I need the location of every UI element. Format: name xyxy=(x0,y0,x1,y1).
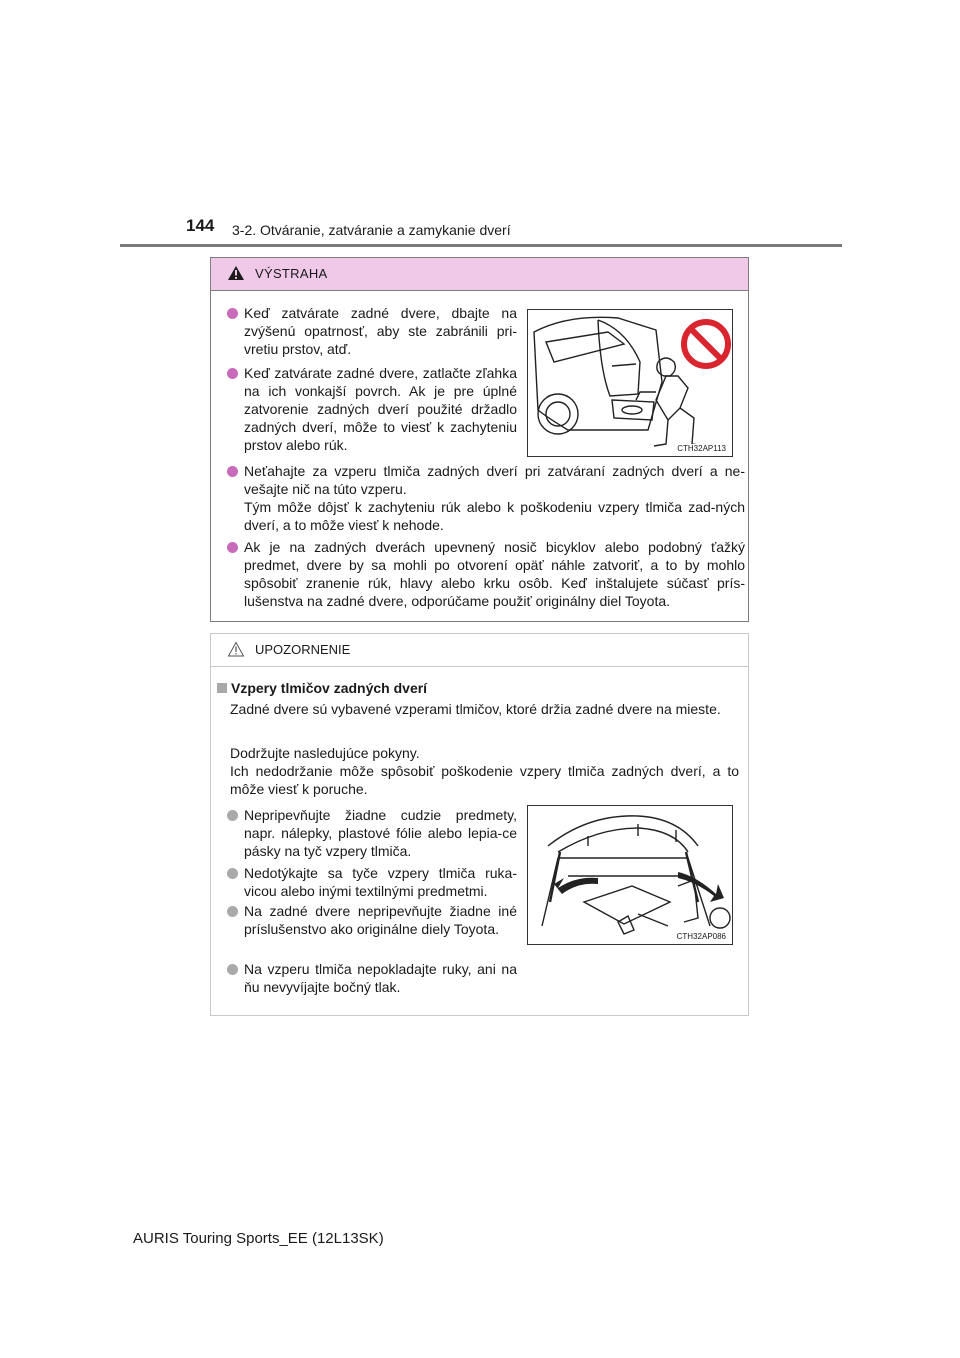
caution-subheading: Vzpery tlmičov zadných dverí xyxy=(231,680,428,696)
caution-triangle-icon xyxy=(227,641,245,657)
bullet-icon xyxy=(227,964,238,975)
footer-model-code: AURIS Touring Sports_EE (12L13SK) xyxy=(133,1230,384,1247)
warning-bullet-4: Ak je na zadných dverách upevnený nosič bicyklov alebo podobný ťažký predmet, dvere by sa mohli po otvorení opäť náhle zatvoriť, a to by mohlo spôsobiť zranenie rúk, hlavy alebo krku osôb. Keď inštalujete súčasť prís-lušenstva na zadné dvere, odporúčame použiť originálny diel Toyota. xyxy=(244,539,745,609)
header-rule xyxy=(120,244,842,247)
bullet-icon xyxy=(227,308,238,319)
square-bullet-icon xyxy=(217,683,227,693)
bullet-icon xyxy=(227,466,238,477)
caution-header xyxy=(211,634,748,667)
bullet-icon xyxy=(227,542,238,553)
bullet-icon xyxy=(227,810,238,821)
tailgate-strut-illustration xyxy=(528,806,732,944)
caution-paragraph-2: Dodržujte nasledujúce pokyny. Ich nedodržanie môže spôsobiť poškodenie vzpery tlmiča zadných dverí, a to môže viesť k poruche. xyxy=(230,745,739,797)
warning-title: VÝSTRAHA xyxy=(255,266,328,281)
warning-triangle-icon xyxy=(227,265,245,281)
caution-bullet-2: Nedotýkajte sa tyče vzpery tlmiča ruka-vicou alebo inými textilnými predmetmi. xyxy=(244,865,517,899)
bullet-icon xyxy=(227,906,238,917)
warning-box xyxy=(210,257,749,622)
caution-box xyxy=(210,633,749,1016)
warning-bullet-3: Neťahajte za vzperu tlmiča zadných dverí pri zatváraní zadných dverí a ne-vešajte nič na túto vzperu. Tým môže dôjsť k zachyteniu rúk alebo k poškodeniu vzpery tlmiča zad-ných dverí, a to môže viesť k nehode. xyxy=(244,463,745,533)
warning-bullet-1: Keď zatvárate zadné dvere, dbajte na zvýšenú opatrnosť, aby ste zabránili pri-vretiu prstov, atď. xyxy=(244,305,517,357)
caution-title: UPOZORNENIE xyxy=(255,642,351,657)
car-tailgate-illustration xyxy=(528,310,732,456)
bullet-icon xyxy=(227,868,238,879)
caution-bullet-1: Nepripevňujte žiadne cudzie predmety, napr. nálepky, plastové fólie alebo lepia-ce pásky na tyč vzpery tlmiča. xyxy=(244,807,517,859)
page-number: 144 xyxy=(186,216,215,235)
figure-code: CTH32AP086 xyxy=(676,932,726,941)
section-title: 3-2. Otváranie, zatváranie a zamykanie dverí xyxy=(232,222,511,238)
damper-strut-figure xyxy=(527,805,733,945)
warning-bullet-2: Keď zatvárate zadné dvere, zatlačte zľahka na ich vonkajší povrch. Ak je pre úplné zatvorenie zadných dverí použité držadlo zadných dverí, môže to viesť k zachyteniu prstov alebo rúk. xyxy=(244,365,517,453)
tailgate-closing-figure xyxy=(527,309,733,457)
caution-paragraph-1: Zadné dvere sú vybavené vzperami tlmičov, ktoré držia zadné dvere na mieste. xyxy=(230,701,721,717)
figure-code: CTH32AP113 xyxy=(677,444,726,453)
warning-header xyxy=(211,258,748,291)
bullet-icon xyxy=(227,368,238,379)
caution-bullet-4: Na vzperu tlmiča nepokladajte ruky, ani na ňu nevyvíjajte bočný tlak. xyxy=(244,961,517,995)
caution-bullet-3: Na zadné dvere nepripevňujte žiadne iné príslušenstvo ako originálne diely Toyota. xyxy=(244,903,517,937)
